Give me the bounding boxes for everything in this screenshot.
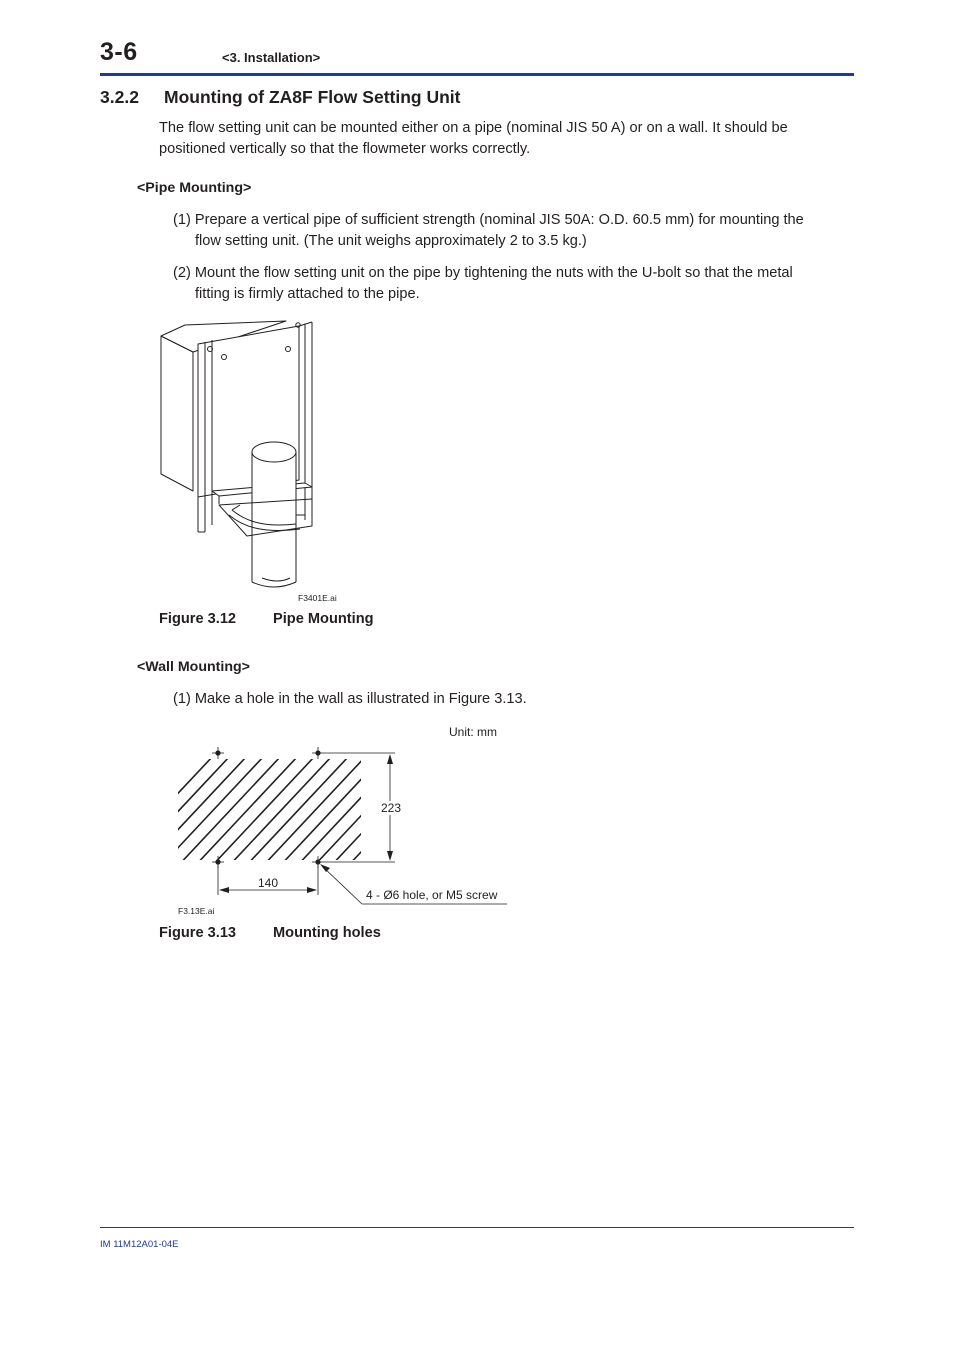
figure-3-13-title: Mounting holes: [273, 925, 381, 941]
wall-mounting-heading: <Wall Mounting>: [137, 659, 250, 675]
pipe-step-2-line-1: (2) Mount the flow setting unit on the pipe by tightening the nuts with the U-bolt so that the metal: [173, 265, 793, 281]
hole-marker-top-right: [312, 747, 324, 759]
figure-3-13-file: F3.13E.ai: [178, 906, 215, 916]
document-id: IM 11M12A01-04E: [100, 1239, 179, 1250]
hole-note: 4 - Ø6 hole, or M5 screw: [366, 888, 498, 902]
hole-marker-top-left: [212, 747, 224, 759]
unit-label: Unit: mm: [449, 725, 497, 739]
intro-line-2: positioned vertically so that the flowmeter works correctly.: [159, 141, 531, 157]
section-number: 3.2.2: [100, 87, 139, 107]
figure-3-12-title: Pipe Mounting: [273, 611, 374, 627]
intro-line-1: The flow setting unit can be mounted either on a pipe (nominal JIS 50 A) or on a wall. It should be: [159, 120, 788, 136]
chapter-title: <3. Installation>: [222, 50, 321, 65]
section-title: Mounting of ZA8F Flow Setting Unit: [164, 87, 461, 107]
pipe-mounting-heading: <Pipe Mounting>: [137, 180, 252, 196]
figure-3-13-number: Figure 3.13: [159, 925, 237, 941]
figure-3-12-file: F3401E.ai: [298, 593, 337, 603]
footer-rule: [100, 1227, 854, 1228]
dimension-vertical: 223: [381, 801, 402, 815]
pipe-step-1-line-1: (1) Prepare a vertical pipe of sufficient strength (nominal JIS 50A: O.D. 60.5 mm) for mounting the: [173, 212, 804, 228]
page-number: 3-6: [100, 38, 138, 66]
pipe-step-1-line-2: flow setting unit. (The unit weighs approximately 2 to 3.5 kg.): [195, 233, 587, 249]
dimension-horizontal: 140: [258, 876, 279, 890]
pipe-step-2-line-2: fitting is firmly attached to the pipe.: [195, 286, 420, 302]
figure-3-12-number: Figure 3.12: [159, 611, 237, 627]
wall-step-1: (1) Make a hole in the wall as illustrated in Figure 3.13.: [173, 691, 527, 707]
